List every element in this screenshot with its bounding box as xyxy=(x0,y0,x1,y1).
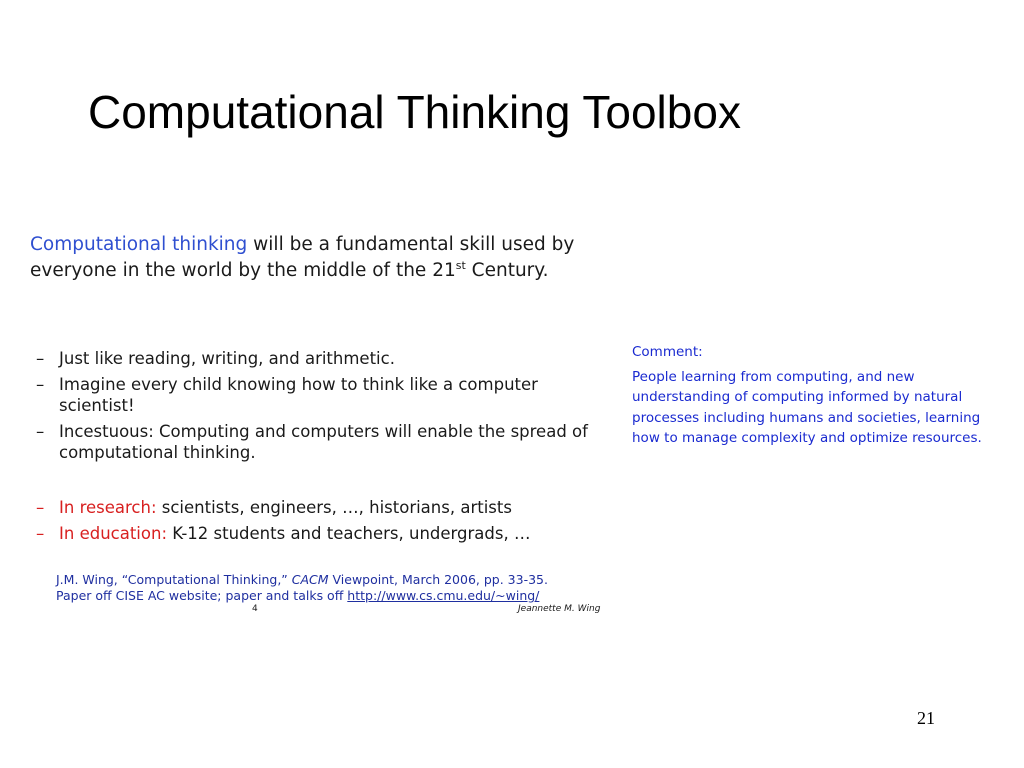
embedded-page-number: 4 xyxy=(252,604,258,614)
intro-superscript: st xyxy=(455,258,466,272)
intro-text-1: will be a fundamental skill used by everyone in the world by the middle of the 21 xyxy=(30,234,575,281)
bullet-text: Imagine every child knowing how to think like a computer scientist! xyxy=(59,375,538,415)
slide-number: 21 xyxy=(917,708,935,728)
dash-marker: – xyxy=(36,375,45,394)
comment-label: Comment: xyxy=(632,344,703,360)
citation xyxy=(56,572,596,604)
citation-details: Viewpoint, March 2006, pp. 33-35. xyxy=(328,572,548,587)
citation-source-text: Paper off CISE AC website; paper and talks off xyxy=(56,588,348,603)
dash-marker: – xyxy=(36,422,45,441)
embedded-slide-image xyxy=(28,232,608,627)
intro-accent: Computational thinking xyxy=(30,234,248,255)
citation-link[interactable]: http://www.cs.cmu.edu/~wing/ xyxy=(347,588,540,603)
education-label: In education: xyxy=(59,524,167,543)
dash-marker: – xyxy=(36,498,45,517)
research-text: scientists, engineers, …, historians, artists xyxy=(156,498,512,517)
list-item xyxy=(36,421,596,463)
bullet-text: Incestuous: Computing and computers will enable the spread of computational thinking. xyxy=(59,422,588,462)
citation-journal: CACM xyxy=(291,572,329,587)
bullet-list xyxy=(36,348,596,468)
embedded-author: Jeannette M. Wing xyxy=(518,604,601,614)
intro-text-2: Century. xyxy=(465,260,549,281)
dash-marker: – xyxy=(36,349,45,368)
dash-marker: – xyxy=(36,524,45,543)
list-item-research xyxy=(36,497,596,518)
bullet-text: Just like reading, writing, and arithmetic. xyxy=(59,349,395,368)
citation-line-2 xyxy=(56,588,596,604)
audience-list xyxy=(36,497,596,549)
list-item xyxy=(36,348,596,369)
research-label: In research: xyxy=(59,498,157,517)
citation-line-1 xyxy=(56,572,596,588)
comment-text: People learning from computing, and new understanding of computing informed by natural processes including humans and societies, learning how to manage complexity and optimize resources. xyxy=(632,368,982,446)
list-item xyxy=(36,374,596,416)
education-text: K-12 students and teachers, undergrads, … xyxy=(167,524,531,543)
list-item-education xyxy=(36,523,596,544)
comment-box xyxy=(632,342,1002,449)
intro-statement xyxy=(30,232,590,284)
citation-author-title: J.M. Wing, “Computational Thinking,” xyxy=(56,572,292,587)
slide-title: Computational Thinking Toolbox xyxy=(88,86,741,138)
